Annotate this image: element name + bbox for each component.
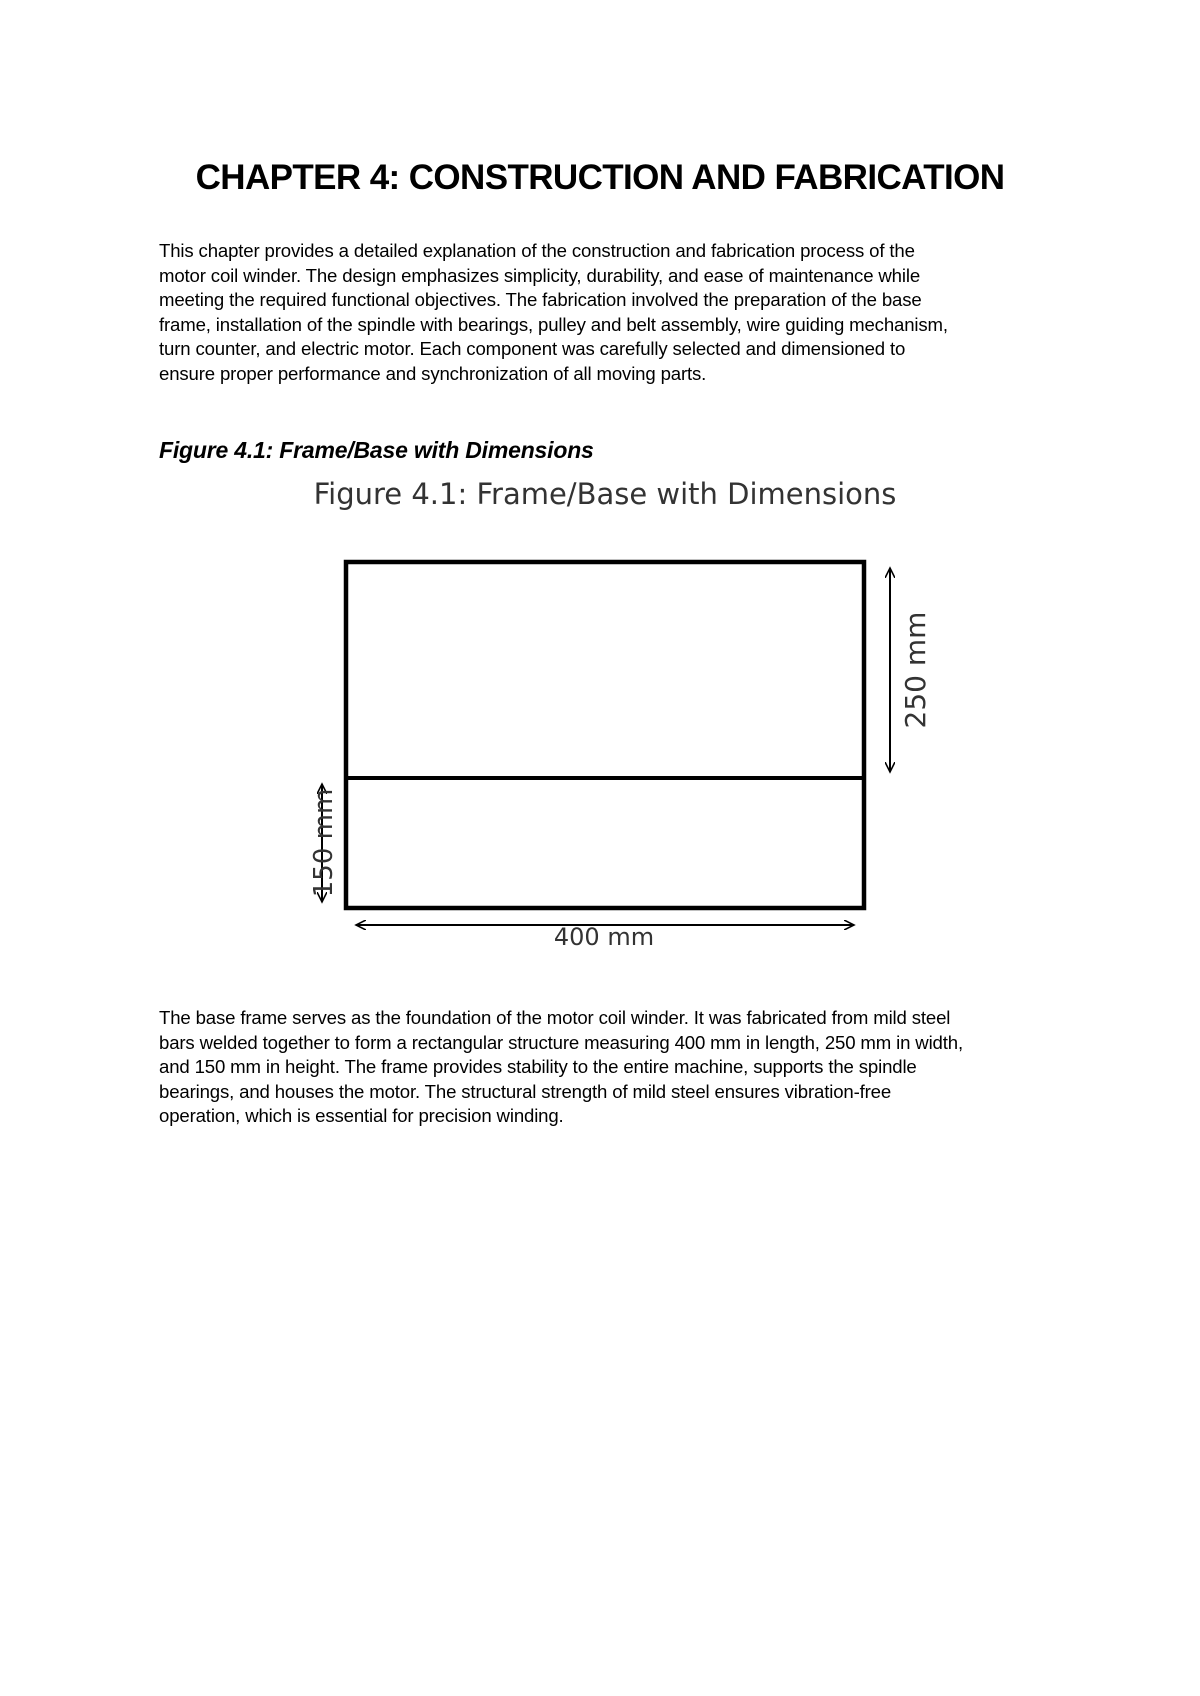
intro-paragraph-line: motor coil winder. The design emphasizes simplicity, durability, and ease of maintenance while: [159, 264, 921, 286]
frame-description-paragraph: [159, 1006, 1059, 1129]
figure-image-title: Figure 4.1: Frame/Base with Dimensions: [313, 477, 897, 511]
frame-paragraph-line: bearings, and houses the motor. The structural strength of mild steel ensures vibration-free: [159, 1080, 892, 1102]
length-dimension-label: 400 mm: [553, 923, 655, 950]
intro-paragraph-line: This chapter provides a detailed explanation of the construction and fabrication process of the: [159, 240, 915, 261]
frame-dimension-diagram: [0, 470, 1200, 950]
frame-paragraph-line: The base frame serves as the foundation of the motor coil winder. It was fabricated from mild steel: [159, 1007, 951, 1028]
frame-outline: [346, 562, 864, 908]
figure-heading: Figure 4.1: Frame/Base with Dimensions: [159, 437, 594, 463]
intro-paragraph-line: turn counter, and electric motor. Each component was carefully selected and dimensioned to: [159, 338, 906, 360]
intro-paragraph-line: meeting the required functional objectives. The fabrication involved the preparation of the base: [159, 289, 922, 311]
frame-figure: [0, 470, 1200, 950]
frame-paragraph-line: bars welded together to form a rectangular structure measuring 400 mm in length, 250 mm in width,: [159, 1031, 963, 1053]
height-dimension-label: 150 mm: [309, 788, 339, 898]
width-dimension-label: 250 mm: [899, 611, 932, 729]
intro-paragraph-line: ensure proper performance and synchronization of all moving parts.: [159, 362, 707, 384]
chapter-title: CHAPTER 4: CONSTRUCTION AND FABRICATION: [195, 158, 1005, 197]
intro-paragraph-line: frame, installation of the spindle with bearings, pulley and belt assembly, wire guiding mechanism,: [159, 313, 948, 335]
intro-paragraph: [159, 239, 1059, 387]
frame-paragraph-line: operation, which is essential for precision winding.: [159, 1105, 564, 1127]
frame-paragraph-line: and 150 mm in height. The frame provides stability to the entire machine, supports the spindle: [159, 1056, 917, 1078]
